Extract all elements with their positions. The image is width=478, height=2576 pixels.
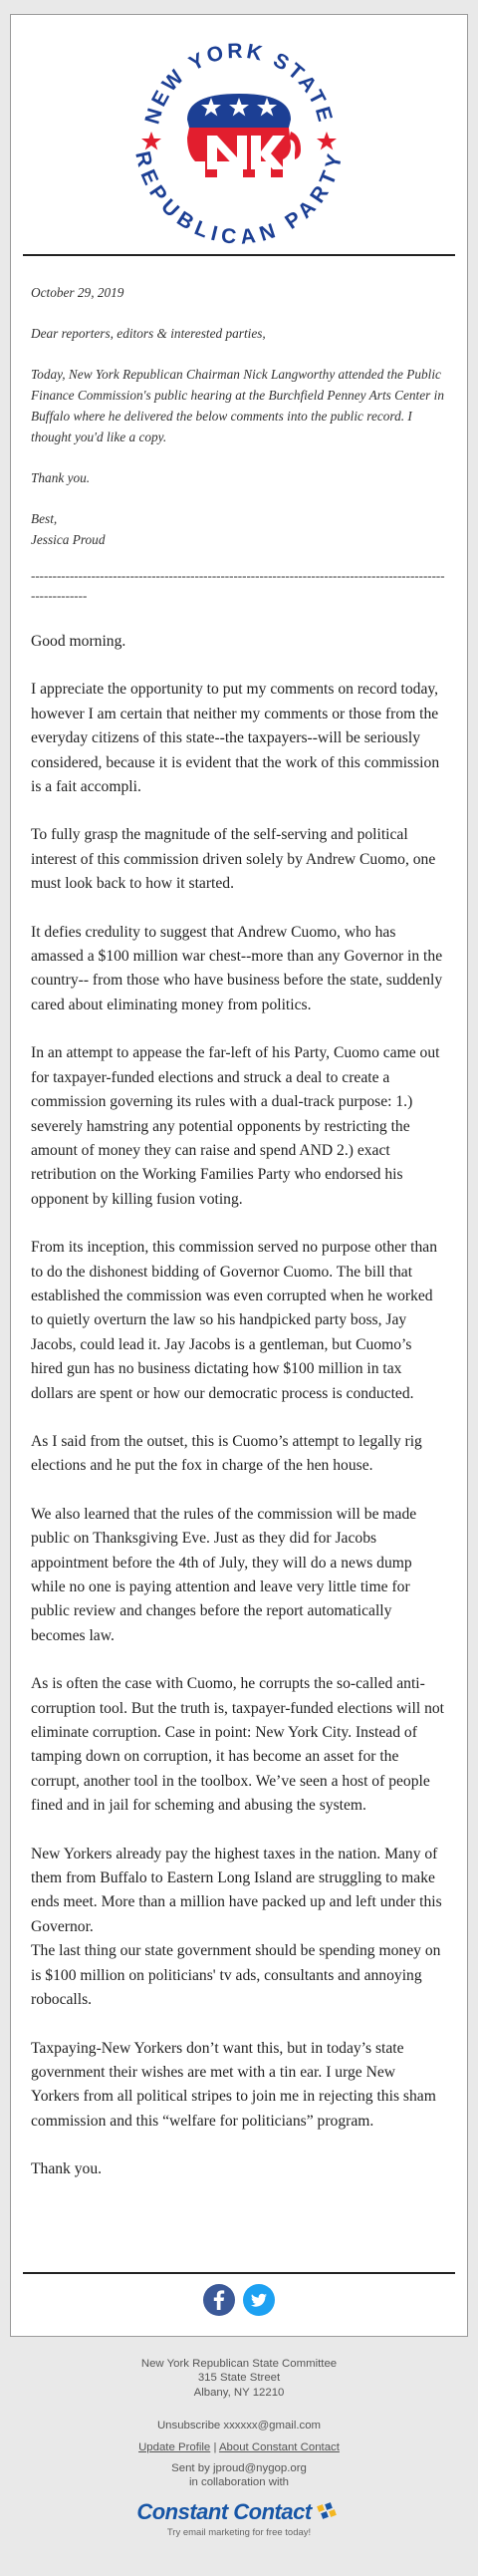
sent-by-email: Sent by jproud@nygop.org (171, 2462, 307, 2475)
link-separator: | (213, 2441, 217, 2454)
sender-address (10, 2357, 468, 2401)
constant-contact-mark-icon (316, 2501, 342, 2523)
speech-paragraph: Taxpaying-New Yorkers don’t want this, but in today’s state government their wishes are met with a tin ear. I urge New Yorkers from all political stripes to join me in rejecting this sham commission and this “welfare for politicians” program. (31, 2039, 436, 2130)
signoff: Best, (31, 511, 58, 526)
facebook-icon (203, 2284, 235, 2316)
sender-org: New York Republican State Committee (140, 2357, 338, 2370)
nygop-logo-graphic (129, 28, 349, 247)
sender-street: 315 State Street (197, 2372, 281, 2385)
speech-paragraph: We also learned that the rules of the commission will be made public on Thanksgiving Eve. Just as they did for Jacobs appointment before the 4th of July, they will do a news dump while no one is paying attention and leave very little time for public review and changes before the report automatically becomes law. (31, 1505, 417, 1644)
footer-links (10, 2440, 468, 2454)
intro-body: Today, New York Republican Chairman Nick Langworthy attended the Public Finance Commission's public hearing at the Burchfield Penney Arts Center in Buffalo where he delivered the below comments into the public record. I thought you'd like a copy. (31, 367, 444, 444)
speech-paragraph: Good morning. (31, 633, 126, 650)
constant-contact-logo[interactable] (10, 2499, 468, 2525)
email-content (11, 256, 467, 2192)
speech-paragraph: To fully grasp the magnitude of the self-serving and political interest of this commission driven solely by Andrew Cuomo, one must look back to how it started. (31, 826, 436, 893)
speech-paragraph: The last thing our state government should be spending money on is $100 million on politicians' tv ads, consultants and annoying robocalls. (31, 1942, 441, 2009)
speech-paragraph: As is often the case with Cuomo, he corrupts the so-called anti-corruption tool. But the truth is, taxpayer-funded elections will not eliminate corruption. Case in point: New York City. Instead of tamping down on corruption, it has become an asset for the corrupt, another tool in the toolbox. We’ve seen a host of people fined and in jail for scheming and abusing the system. (31, 1675, 445, 1815)
unsubscribe-link[interactable]: Unsubscribe xxxxxx@gmail.com (156, 2420, 322, 2433)
party-logo (11, 15, 467, 254)
speech-section (31, 630, 447, 2182)
speech-paragraph: As I said from the outset, this is Cuomo’s attempt to legally rig elections and he put the fox in charge of the hen house. (31, 1432, 422, 1475)
speech-closing: Thank you. (31, 2160, 103, 2178)
constant-contact-wordmark: Constant Contact (136, 2499, 312, 2525)
speech-paragraph: It defies credulity to suggest that Andrew Cuomo, who has amassed a $100 million war chest--more than any Governor in the country-- from those who have business before the state, suddenly cared about eliminating money from politics. (31, 923, 443, 1013)
constant-contact-tagline[interactable]: Try email marketing for free today! (166, 2527, 312, 2539)
intro-thanks: Thank you. (31, 470, 91, 485)
side-star-icon (317, 132, 337, 150)
speech-paragraph: From its inception, this commission served no purpose other than to do the dishonest bidding of Governor Cuomo. The bill that established the commission was even corrupted when he worked to quietly overturn the law so his handpicked party boss, Jay Jacobs, could lead it. Jay Jacobs is a gentleman, but Cuomo’s hired gun has no business dictating how $100 million in tax dollars are spent or how our democratic process is conducted. (31, 1239, 437, 1402)
collaboration-text: in collaboration with (188, 2475, 290, 2488)
side-star-icon (141, 132, 161, 150)
salutation: Dear reporters, editors & interested parties, (31, 326, 266, 341)
elephant-emblem (187, 94, 301, 177)
signature (31, 508, 447, 550)
signer-name: Jessica Proud (31, 532, 106, 547)
about-constant-contact-link[interactable]: About Constant Contact (218, 2441, 340, 2454)
social-links (11, 2274, 467, 2322)
dash-separator: ------------------------------------------------------------------------------------------------------------- (31, 568, 445, 603)
twitter-icon (243, 2284, 275, 2316)
sent-by (10, 2462, 468, 2489)
intro-section (31, 282, 447, 550)
twitter-button[interactable] (243, 2284, 275, 2316)
speech-paragraph: New Yorkers already pay the highest taxes in the nation. Many of them from Buffalo to Eastern Long Island are struggling to make ends meet. More than a million have packed up and left under this Governor. (31, 1845, 442, 1935)
email-footer (10, 2337, 468, 2559)
sender-city: Albany, NY 12210 (193, 2386, 285, 2399)
logo-arc-bottom-text: REPUBLICAN PARTY (130, 148, 348, 247)
logo-arc-top-text: NEW YORK STATE (140, 39, 338, 128)
speech-paragraph: In an attempt to appease the far-left of his Party, Cuomo came out for taxpayer-funded elections and struck a deal to create a commission governing its rules with a dual-track purpose: 1.) severely hamstring any potential opponents by restricting the amount of money they can raise and spend AND 2.) exact retribution on the Working Families Party who endorsed his opponent by killing fusion voting. (31, 1044, 440, 1208)
email-card (10, 14, 468, 2337)
facebook-button[interactable] (203, 2284, 235, 2316)
update-profile-link[interactable]: Update Profile (138, 2441, 211, 2454)
speech-paragraph: I appreciate the opportunity to put my comments on record today, however I am certain that neither my comments or those from the everyday citizens of this state--the taxpayers--will be seriously considered, because it is evident that the work of this commission is a fait accompli. (31, 681, 440, 796)
date: October 29, 2019 (31, 285, 124, 300)
